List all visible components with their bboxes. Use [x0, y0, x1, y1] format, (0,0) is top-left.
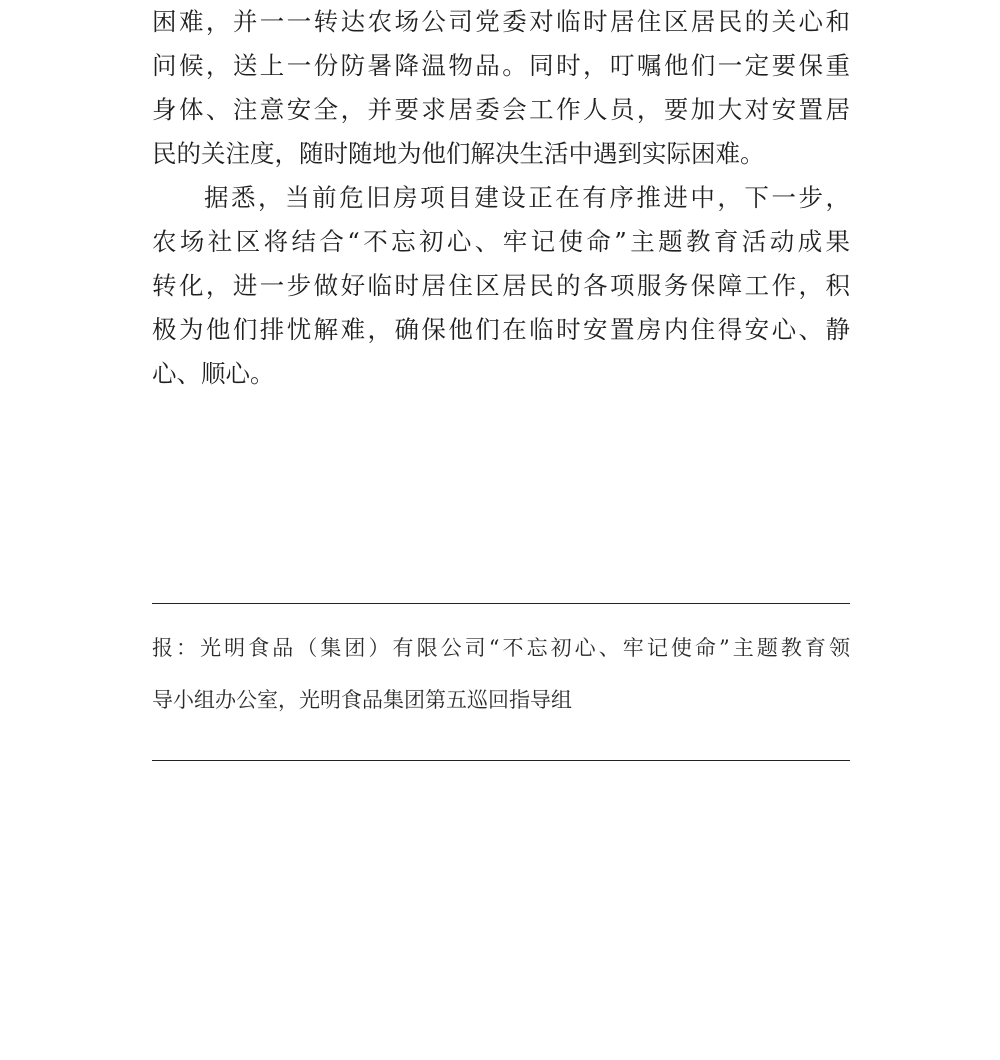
paragraph-line: 据悉，当前危旧房项目建设正在有序推进中，下一步，: [204, 183, 850, 212]
paragraph-continued: [152, 0, 850, 176]
footer-bottom-divider: [152, 760, 850, 761]
document-body: [152, 0, 850, 396]
distribution-line: 报：光明食品（集团）有限公司“不忘初心、牢记使命”主题教育领: [152, 636, 850, 660]
distribution-line: 导小组办公室，光明食品集团第五巡回指导组: [152, 688, 572, 712]
footer-top-divider: [152, 603, 850, 604]
paragraph-line: 心、顺心。: [152, 359, 275, 388]
distribution-note: [152, 622, 850, 726]
paragraph-line: 转化，进一步做好临时居住区居民的各项服务保障工作，积: [152, 271, 850, 300]
paragraph-line: 极为他们排忧解难，确保他们在临时安置房内住得安心、静: [152, 315, 850, 344]
paragraph-line: 困难，并一一转达农场公司党委对临时居住区居民的关心和: [152, 7, 850, 36]
paragraph-line: 问候，送上一份防暑降温物品。同时，叮嘱他们一定要保重: [152, 51, 850, 80]
paragraph-line: 民的关注度，随时随地为他们解决生活中遇到实际困难。: [152, 139, 765, 168]
paragraph-line: 身体、注意安全，并要求居委会工作人员，要加大对安置居: [152, 95, 850, 124]
paragraph-line: 农场社区将结合“不忘初心、牢记使命”主题教育活动成果: [152, 227, 850, 256]
paragraph-next-steps: [152, 176, 850, 396]
